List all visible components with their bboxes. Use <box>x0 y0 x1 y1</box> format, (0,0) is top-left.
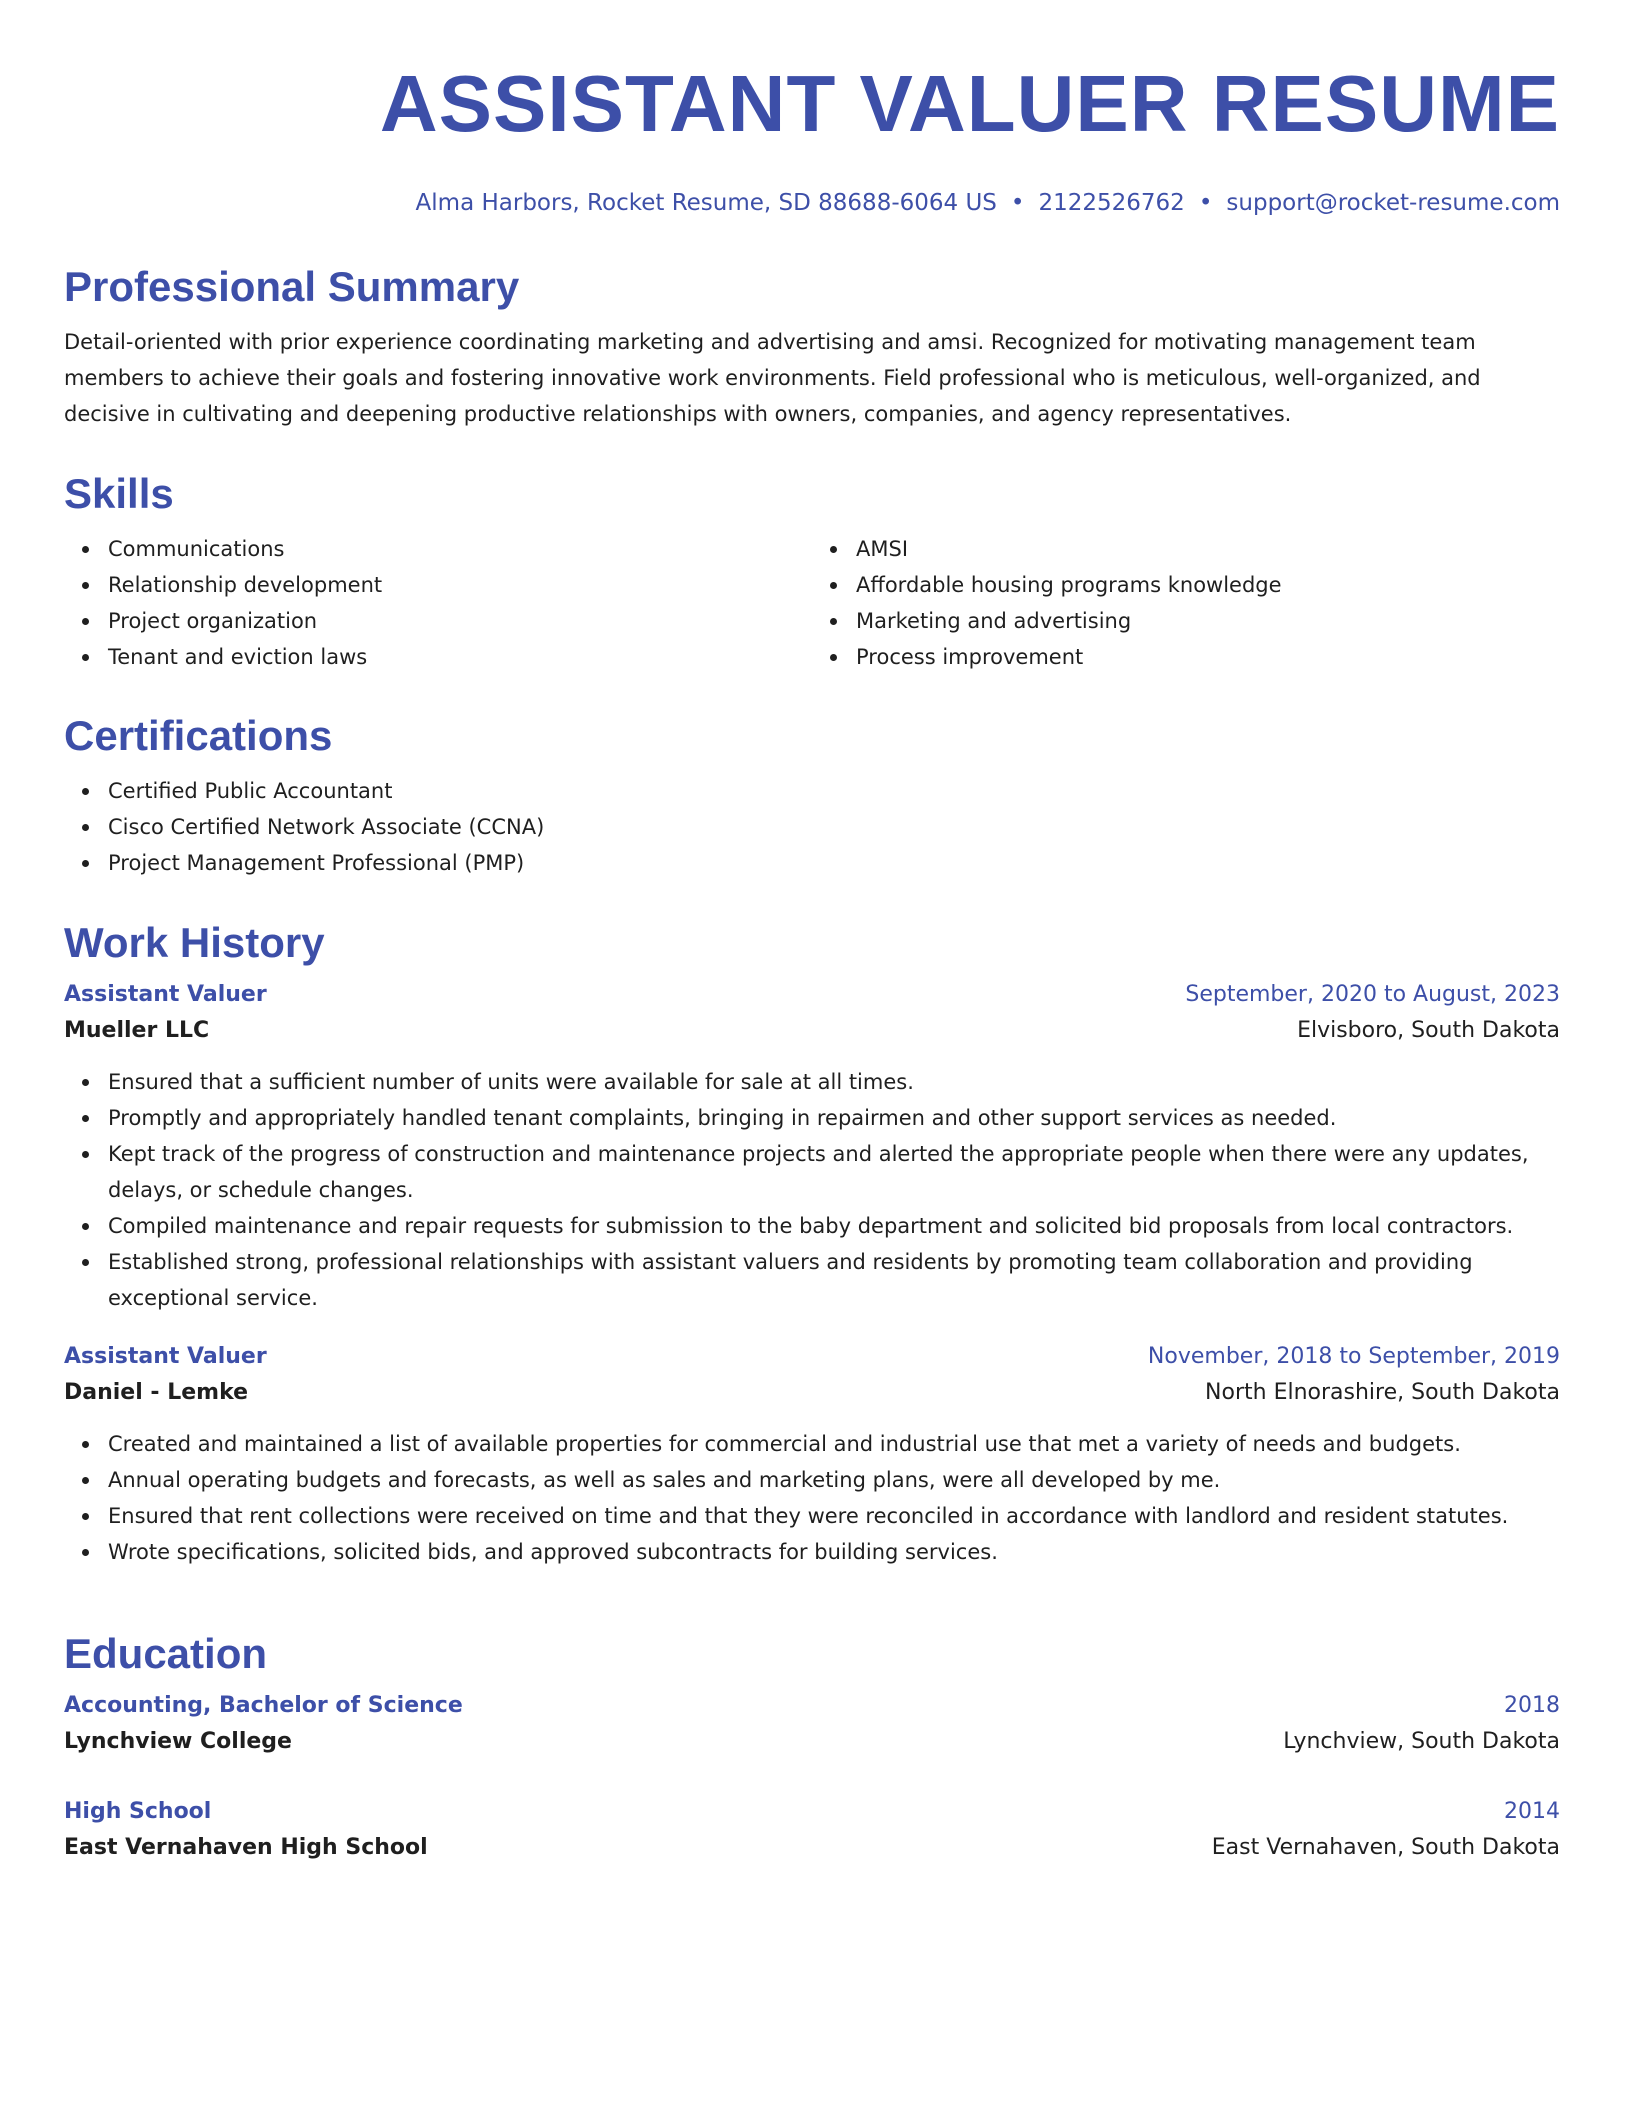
job-dates: November, 2018 to September, 2019 <box>1147 1344 1560 1369</box>
work-history-section <box>64 918 1560 1570</box>
education-school-row <box>64 1723 1560 1761</box>
certifications-heading: Certifications <box>64 712 333 759</box>
work-history-heading: Work History <box>64 919 325 966</box>
job-title-row <box>64 978 1560 1012</box>
contact-line <box>64 188 1560 218</box>
contact-phone: 2122526762 <box>1038 190 1185 216</box>
job-company-row <box>64 1374 1560 1412</box>
certifications-list <box>64 773 1560 881</box>
job-company: Daniel - Lemke <box>64 1380 249 1405</box>
job-entry <box>64 1340 1560 1570</box>
job-bullet: Created and maintained a list of available properties for commercial and industrial use that met a variety of needs and budgets. <box>108 1426 1560 1462</box>
skill-item: AMSI <box>856 531 1560 567</box>
resume-page <box>64 0 1560 1860</box>
job-bullet: Ensured that rent collections were received on time and that they were reconciled in accordance with landlord and resident statutes. <box>108 1498 1560 1534</box>
skill-item: Project organization <box>108 603 812 639</box>
skill-item: Tenant and eviction laws <box>108 639 812 675</box>
certifications-section <box>64 711 1560 881</box>
job-company: Mueller LLC <box>64 1018 210 1043</box>
contact-email[interactable]: support@rocket-resume.com <box>1226 190 1560 216</box>
job-bullet: Compiled maintenance and repair requests for submission to the baby department and solicited bid proposals from local contractors. <box>108 1208 1560 1244</box>
education-year: 2014 <box>1504 1799 1560 1824</box>
job-bullet: Ensured that a sufficient number of units were available for sale at all times. <box>108 1064 1560 1100</box>
summary-text: Detail-oriented with prior experience coordinating marketing and advertising and amsi. Recognized for motivating management team members to achieve their goals and fostering innovative work environments. Field professional who is meticulous, well-organized, and decisive in cultivating and deepening productive relationships with owners, companies, and agency representatives. <box>64 330 1481 426</box>
education-heading: Education <box>64 1630 268 1677</box>
job-location: Elvisboro, South Dakota <box>1297 1018 1560 1043</box>
contact-separator: • <box>1198 190 1213 216</box>
job-title: Assistant Valuer <box>64 1344 267 1369</box>
skills-columns <box>64 531 1560 675</box>
job-bullet: Annual operating budgets and forecasts, as well as sales and marketing plans, were all developed by me. <box>108 1462 1560 1498</box>
education-school: East Vernahaven High School <box>64 1835 428 1860</box>
job-bullet: Wrote specifications, solicited bids, and approved subcontracts for building services. <box>108 1534 1560 1570</box>
certification-item: Project Management Professional (PMP) <box>108 845 1560 881</box>
job-bullet: Promptly and appropriately handled tenant complaints, bringing in repairmen and other support services as needed. <box>108 1100 1560 1136</box>
job-location: North Elnorashire, South Dakota <box>1205 1380 1560 1405</box>
certification-item: Cisco Certified Network Associate (CCNA) <box>108 809 1560 845</box>
education-section <box>64 1629 1560 1867</box>
skills-list-right <box>812 531 1560 675</box>
certification-item: Certified Public Accountant <box>108 773 1560 809</box>
education-school: Lynchview College <box>64 1729 292 1754</box>
job-bullet: Established strong, professional relationships with assistant valuers and residents by promoting team collaboration and providing exceptional service. <box>108 1244 1560 1316</box>
job-title-row <box>64 1340 1560 1374</box>
job-bullet: Kept track of the progress of construction and maintenance projects and alerted the appropriate people when there were any updates, delays, or schedule changes. <box>108 1136 1560 1208</box>
education-school-row <box>64 1829 1560 1867</box>
job-dates: September, 2020 to August, 2023 <box>1185 982 1560 1007</box>
summary-section <box>64 262 1560 432</box>
skill-item: Process improvement <box>856 639 1560 675</box>
page-title: ASSISTANT VALUER RESUME <box>379 59 1560 148</box>
job-bullets <box>64 1426 1560 1570</box>
education-year: 2018 <box>1504 1693 1560 1718</box>
skills-section <box>64 469 1560 675</box>
education-entry <box>64 1689 1560 1761</box>
education-degree: Accounting, Bachelor of Science <box>64 1693 463 1718</box>
education-entry <box>64 1795 1560 1867</box>
skills-heading: Skills <box>64 470 174 517</box>
contact-separator: • <box>1010 190 1025 216</box>
education-location: East Vernahaven, South Dakota <box>1211 1835 1560 1860</box>
education-degree: High School <box>64 1799 212 1824</box>
education-location: Lynchview, South Dakota <box>1283 1729 1560 1754</box>
skill-item: Affordable housing programs knowledge <box>856 567 1560 603</box>
skills-list-left <box>64 531 812 675</box>
summary-heading: Professional Summary <box>64 263 520 310</box>
job-entry <box>64 978 1560 1316</box>
skill-item: Marketing and advertising <box>856 603 1560 639</box>
education-degree-row <box>64 1689 1560 1723</box>
job-title: Assistant Valuer <box>64 982 267 1007</box>
job-company-row <box>64 1012 1560 1050</box>
contact-address: Alma Harbors, Rocket Resume, SD 88688-6064 US <box>415 190 997 216</box>
skill-item: Communications <box>108 531 812 567</box>
job-bullets <box>64 1064 1560 1316</box>
education-degree-row <box>64 1795 1560 1829</box>
skill-item: Relationship development <box>108 567 812 603</box>
